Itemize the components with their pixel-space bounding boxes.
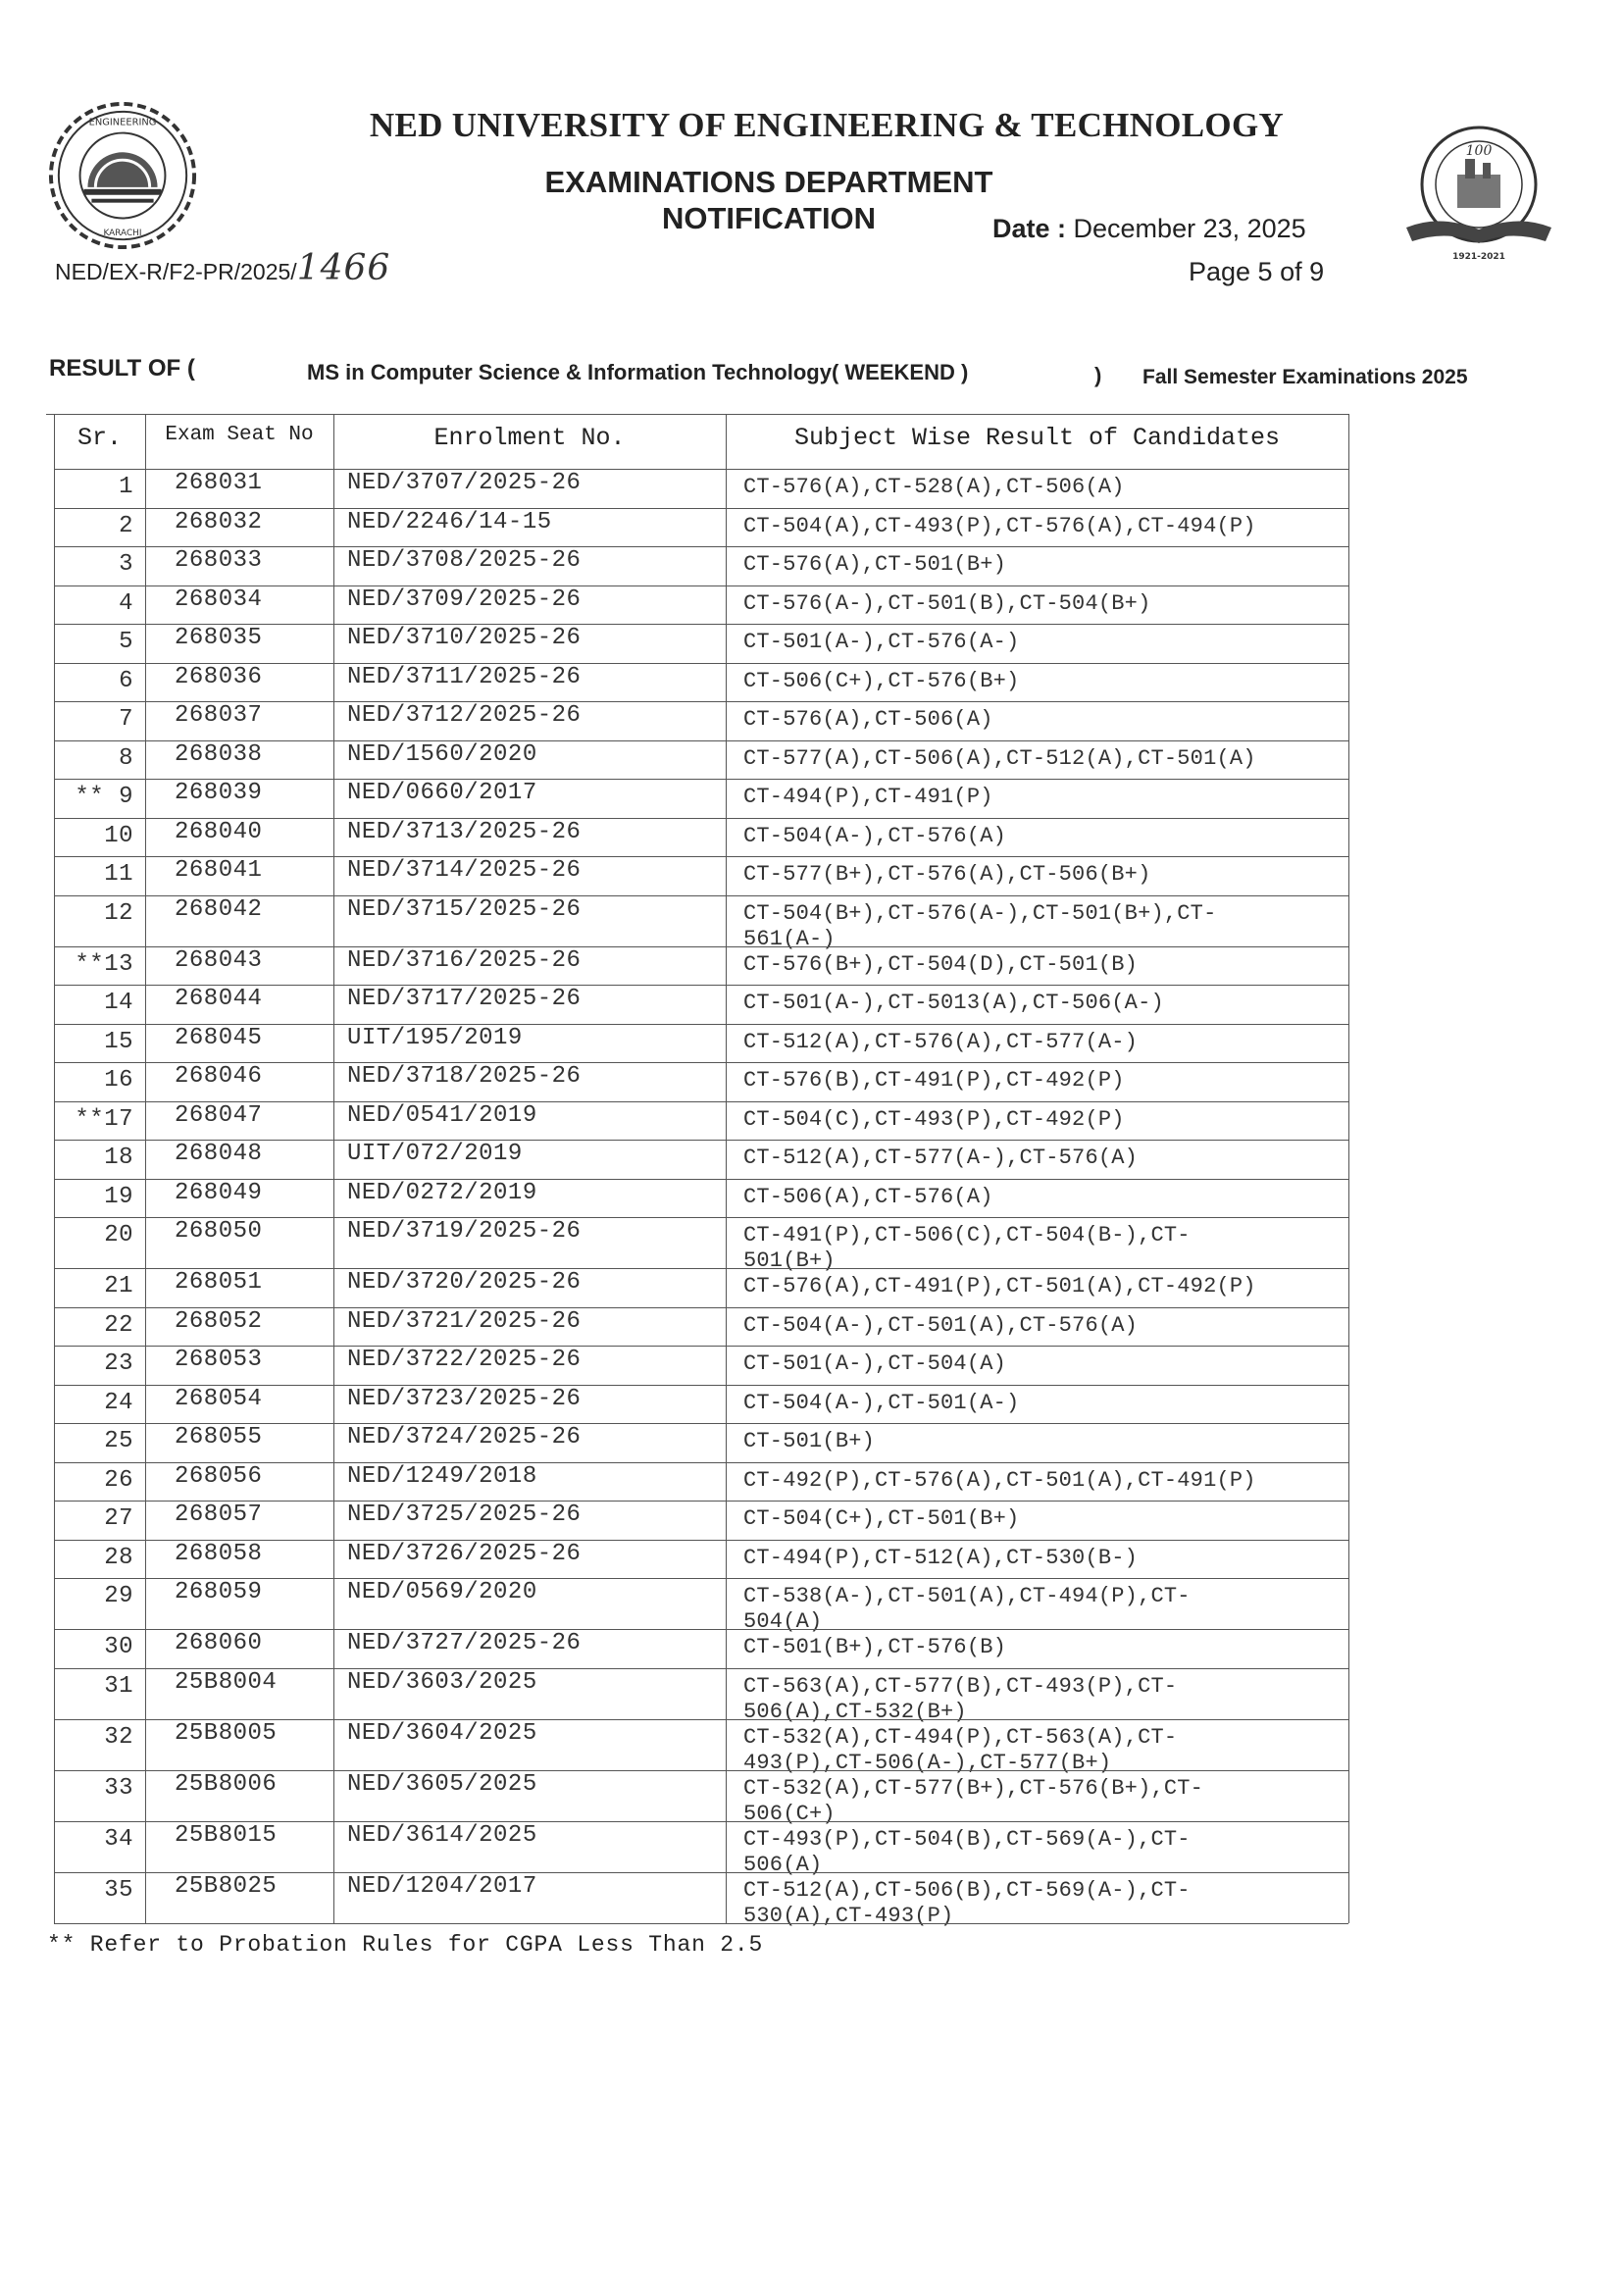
row-enrolment-no: NED/2246/14-15 — [347, 508, 552, 535]
row-serial: 1 — [119, 474, 133, 500]
notification-title: NOTIFICATION — [661, 201, 877, 235]
row-enrolment-no: NED/3722/2025-26 — [347, 1347, 582, 1373]
row-enrolment-no: NED/3726/2025-26 — [347, 1540, 582, 1567]
notification-date — [992, 214, 1306, 244]
row-serial: 24 — [104, 1389, 133, 1416]
probation-footnote: ** Refer to Probation Rules for CGPA Less Than 2.5 — [47, 1932, 764, 1958]
row-seat-no: 268034 — [175, 585, 263, 613]
row-serial: ** 9 — [75, 784, 133, 810]
row-enrolment-no: NED/3711/2025-26 — [347, 663, 582, 690]
row-enrolment-no: NED/3603/2025 — [347, 1668, 537, 1696]
row-enrolment-no: NED/0660/2017 — [347, 780, 537, 806]
row-subject-result: CT-532(A),CT-494(P),CT-563(A),CT- 493(P),CT-506(A-),CT-577(B+) — [743, 1724, 1178, 1775]
svg-text:KARACHI: KARACHI — [103, 229, 142, 239]
row-seat-no: 268051 — [175, 1269, 263, 1296]
row-subject-result: CT-504(C),CT-493(P),CT-492(P) — [743, 1106, 1125, 1132]
row-serial: 19 — [104, 1183, 133, 1210]
row-subject-result: CT-501(A-),CT-576(A-) — [743, 630, 1020, 654]
row-seat-no: 268047 — [175, 1101, 263, 1129]
row-enrolment-no: NED/3712/2025-26 — [347, 702, 582, 729]
row-serial: 11 — [104, 861, 133, 888]
row-seat-no: 268060 — [175, 1630, 263, 1656]
row-enrolment-no: NED/3714/2025-26 — [347, 857, 582, 884]
column-divider — [1348, 414, 1349, 1923]
row-seat-no: 25B8025 — [175, 1872, 278, 1900]
row-enrolment-no: UIT/195/2019 — [347, 1024, 523, 1051]
date-label: Date : — [992, 214, 1067, 243]
row-serial: 7 — [119, 706, 133, 733]
row-seat-no: 268053 — [175, 1347, 263, 1373]
row-seat-no: 268044 — [175, 986, 263, 1012]
row-serial: 18 — [104, 1145, 133, 1171]
row-serial: 20 — [104, 1222, 133, 1248]
department-title: EXAMINATIONS DEPARTMENT — [544, 165, 993, 199]
row-subject-result: CT-494(P),CT-491(P) — [743, 785, 993, 809]
row-subject-result: CT-506(A),CT-576(A) — [743, 1184, 993, 1209]
row-seat-no: 268046 — [175, 1063, 263, 1090]
reference-number — [55, 248, 390, 288]
row-seat-no: 268054 — [175, 1385, 263, 1412]
row-serial: 25 — [104, 1428, 133, 1454]
row-seat-no: 268052 — [175, 1307, 263, 1335]
row-serial: 3 — [119, 551, 133, 578]
row-enrolment-no: NED/3713/2025-26 — [347, 818, 582, 845]
row-serial: 10 — [104, 822, 133, 849]
row-enrolment-no: NED/0541/2019 — [347, 1101, 537, 1129]
column-divider — [145, 414, 146, 1923]
row-enrolment-no: NED/3716/2025-26 — [347, 946, 582, 974]
row-seat-no: 268039 — [175, 780, 263, 806]
row-enrolment-no: NED/3605/2025 — [347, 1770, 537, 1798]
row-serial: 8 — [119, 744, 133, 772]
row-serial: 23 — [104, 1350, 133, 1377]
row-enrolment-no: NED/3727/2025-26 — [347, 1630, 582, 1656]
row-seat-no: 268033 — [175, 547, 263, 574]
row-subject-result: CT-501(A-),CT-504(A) — [743, 1351, 1007, 1376]
row-serial: **17 — [75, 1105, 133, 1133]
row-subject-result: CT-512(A),CT-576(A),CT-577(A-) — [743, 1029, 1139, 1054]
row-seat-no: 268036 — [175, 663, 263, 690]
row-serial: 28 — [104, 1544, 133, 1571]
reference-printed: NED/EX-R/F2-PR/2025/ — [55, 259, 297, 284]
row-subject-result: CT-494(P),CT-512(A),CT-530(B-) — [743, 1545, 1139, 1570]
row-subject-result: CT-576(A),CT-528(A),CT-506(A) — [743, 475, 1125, 499]
row-enrolment-no: NED/3717/2025-26 — [347, 986, 582, 1012]
row-subject-result: CT-491(P),CT-506(C),CT-504(B-),CT- 501(B+) — [743, 1223, 1191, 1273]
row-enrolment-no: UIT/072/2019 — [347, 1141, 523, 1167]
row-subject-result: CT-512(A),CT-577(A-),CT-576(A) — [743, 1146, 1139, 1170]
row-subject-result: CT-504(A),CT-493(P),CT-576(A),CT-494(P) — [743, 513, 1256, 538]
row-subject-result: CT-504(A-),CT-576(A) — [743, 823, 1007, 848]
table-header-sr: Sr. — [76, 424, 122, 452]
row-subject-result: CT-504(A-),CT-501(A-) — [743, 1390, 1020, 1415]
row-seat-no: 268031 — [175, 470, 263, 496]
row-subject-result: CT-576(A),CT-491(P),CT-501(A),CT-492(P) — [743, 1274, 1256, 1298]
row-seat-no: 25B8006 — [175, 1770, 278, 1798]
row-subject-result: CT-576(A),CT-506(A) — [743, 707, 993, 732]
row-seat-no: 25B8015 — [175, 1821, 278, 1849]
row-enrolment-no: NED/3709/2025-26 — [347, 585, 582, 613]
column-divider — [726, 414, 727, 1923]
row-subject-result: CT-492(P),CT-576(A),CT-501(A),CT-491(P) — [743, 1467, 1256, 1493]
row-seat-no: 268035 — [175, 625, 263, 651]
row-subject-result: CT-501(B+),CT-576(B) — [743, 1635, 1007, 1659]
table-header-seat: Exam Seat No — [165, 424, 314, 446]
row-enrolment-no: NED/3720/2025-26 — [347, 1269, 582, 1296]
row-subject-result: CT-493(P),CT-504(B),CT-569(A-),CT- 506(A) — [743, 1826, 1191, 1877]
row-serial: 29 — [104, 1583, 133, 1609]
row-serial: 6 — [119, 667, 133, 694]
row-seat-no: 268050 — [175, 1218, 263, 1245]
row-seat-no: 268049 — [175, 1179, 263, 1206]
row-seat-no: 268055 — [175, 1424, 263, 1451]
row-subject-result: CT-576(B),CT-491(P),CT-492(P) — [743, 1068, 1125, 1093]
row-enrolment-no: NED/0569/2020 — [347, 1579, 537, 1605]
semester-name: Fall Semester Examinations 2025 — [1142, 366, 1468, 388]
row-seat-no: 268045 — [175, 1024, 263, 1051]
row-divider — [54, 1923, 1348, 1924]
row-enrolment-no: NED/1204/2017 — [347, 1872, 537, 1900]
column-divider — [54, 414, 55, 1923]
row-enrolment-no: NED/1249/2018 — [347, 1462, 537, 1490]
svg-text:100: 100 — [1465, 143, 1493, 159]
result-of-label: RESULT OF ( — [49, 355, 195, 382]
row-subject-result: CT-576(A),CT-501(B+) — [743, 552, 1007, 577]
row-enrolment-no: NED/3614/2025 — [347, 1821, 537, 1849]
row-serial: 26 — [104, 1466, 133, 1494]
row-subject-result: CT-576(A-),CT-501(B),CT-504(B+) — [743, 590, 1151, 616]
row-serial: 12 — [104, 899, 133, 927]
date-value: December 23, 2025 — [1073, 214, 1306, 243]
row-serial: 14 — [104, 990, 133, 1016]
row-serial: 31 — [104, 1672, 133, 1700]
row-enrolment-no: NED/3719/2025-26 — [347, 1218, 582, 1245]
row-enrolment-no: NED/3721/2025-26 — [347, 1307, 582, 1335]
row-enrolment-no: NED/3710/2025-26 — [347, 625, 582, 651]
program-name: MS in Computer Science & Information Technology( WEEKEND ) — [307, 360, 969, 384]
row-serial: 15 — [104, 1028, 133, 1055]
row-enrolment-no: NED/3723/2025-26 — [347, 1385, 582, 1412]
row-serial: 21 — [104, 1273, 133, 1299]
row-serial: 22 — [104, 1311, 133, 1339]
row-serial: 2 — [119, 512, 133, 539]
row-enrolment-no: NED/3708/2025-26 — [347, 547, 582, 574]
row-serial: **13 — [75, 950, 133, 978]
result-close-paren: ) — [1094, 363, 1102, 387]
row-enrolment-no: NED/3725/2025-26 — [347, 1502, 582, 1528]
row-seat-no: 268059 — [175, 1579, 263, 1605]
row-serial: 16 — [104, 1067, 133, 1094]
svg-text:1921-2021: 1921-2021 — [1452, 252, 1505, 262]
university-title: NED UNIVERSITY OF ENGINEERING & TECHNOLOGY — [369, 106, 1285, 144]
row-serial: 5 — [119, 629, 133, 655]
reference-handwritten: 1466 — [296, 248, 391, 288]
row-serial: 33 — [104, 1774, 133, 1802]
row-subject-result: CT-506(C+),CT-576(B+) — [743, 668, 1020, 693]
row-subject-result: CT-501(A-),CT-5013(A),CT-506(A-) — [743, 991, 1164, 1015]
row-seat-no: 25B8004 — [175, 1668, 278, 1696]
row-serial: 32 — [104, 1723, 133, 1751]
row-enrolment-no: NED/3724/2025-26 — [347, 1424, 582, 1451]
row-enrolment-no: NED/1560/2020 — [347, 740, 537, 768]
row-seat-no: 268032 — [175, 508, 263, 535]
row-serial: 4 — [119, 589, 133, 617]
row-subject-result: CT-577(B+),CT-576(A),CT-506(B+) — [743, 862, 1151, 887]
svg-text:ENGINEERING: ENGINEERING — [88, 117, 157, 128]
row-enrolment-no: NED/3604/2025 — [347, 1719, 537, 1747]
table-header-enrolment: Enrolment No. — [433, 424, 626, 452]
row-subject-result: CT-563(A),CT-577(B),CT-493(P),CT- 506(A),CT-532(B+) — [743, 1673, 1178, 1724]
row-seat-no: 268038 — [175, 740, 263, 768]
row-enrolment-no: NED/3707/2025-26 — [347, 470, 582, 496]
row-subject-result: CT-501(B+) — [743, 1429, 876, 1453]
row-subject-result: CT-577(A),CT-506(A),CT-512(A),CT-501(A) — [743, 745, 1256, 771]
row-subject-result: CT-512(A),CT-506(B),CT-569(A-),CT- 530(A),CT-493(P) — [743, 1877, 1191, 1928]
row-subject-result: CT-504(A-),CT-501(A),CT-576(A) — [743, 1312, 1139, 1338]
row-enrolment-no: NED/3715/2025-26 — [347, 895, 582, 923]
row-serial: 34 — [104, 1825, 133, 1853]
row-seat-no: 25B8005 — [175, 1719, 278, 1747]
row-serial: 35 — [104, 1876, 133, 1904]
row-enrolment-no: NED/0272/2019 — [347, 1179, 537, 1206]
row-subject-result: CT-576(B+),CT-504(D),CT-501(B) — [743, 951, 1139, 977]
page-number: Page 5 of 9 — [1189, 257, 1325, 286]
row-seat-no: 268048 — [175, 1141, 263, 1167]
row-seat-no: 268040 — [175, 818, 263, 845]
row-subject-result: CT-504(B+),CT-576(A-),CT-501(B+),CT- 561(A-) — [743, 900, 1217, 951]
row-seat-no: 268043 — [175, 946, 263, 974]
row-seat-no: 268058 — [175, 1540, 263, 1567]
row-subject-result: CT-532(A),CT-577(B+),CT-576(B+),CT- 506(C+) — [743, 1775, 1204, 1826]
column-divider — [333, 414, 334, 1923]
row-seat-no: 268056 — [175, 1462, 263, 1490]
row-seat-no: 268057 — [175, 1502, 263, 1528]
table-header-result: Subject Wise Result of Candidates — [793, 424, 1281, 452]
row-serial: 27 — [104, 1505, 133, 1532]
row-serial: 30 — [104, 1634, 133, 1660]
row-seat-no: 268037 — [175, 702, 263, 729]
row-subject-result: CT-504(C+),CT-501(B+) — [743, 1506, 1020, 1531]
row-seat-no: 268042 — [175, 895, 263, 923]
row-seat-no: 268041 — [175, 857, 263, 884]
row-enrolment-no: NED/3718/2025-26 — [347, 1063, 582, 1090]
row-subject-result: CT-538(A-),CT-501(A),CT-494(P),CT- 504(A) — [743, 1584, 1191, 1634]
